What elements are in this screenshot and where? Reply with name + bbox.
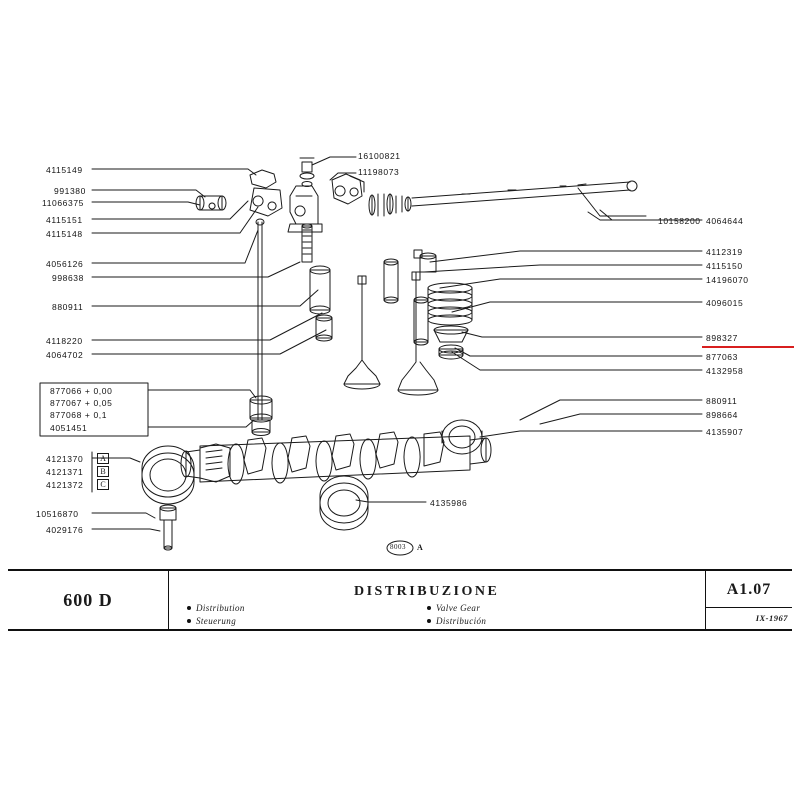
subtitle-steuerung xyxy=(187,616,236,626)
subtitle-distribution-text: Distribution xyxy=(196,603,245,613)
part-label-877063: 877063 xyxy=(706,352,738,362)
part-label-10516870: 10516870 xyxy=(36,509,79,519)
title-block xyxy=(8,569,792,631)
part-label-877067: 877067 + 0,05 xyxy=(50,398,113,408)
plate-code: A1.07 xyxy=(726,581,772,598)
part-label-4135907: 4135907 xyxy=(706,427,744,437)
part-label-898327: 898327 xyxy=(706,333,738,343)
part-label-4121370: 4121370 xyxy=(46,454,84,464)
part-label-4064702: 4064702 xyxy=(46,350,84,360)
part-label-998638: 998638 xyxy=(52,273,84,283)
part-label-880911-right: 880911 xyxy=(706,396,738,406)
part-label-4115151: 4115151 xyxy=(46,215,83,225)
figure-badge-number: 8003 xyxy=(390,543,406,551)
subtitle-steuerung-text: Steuerung xyxy=(196,616,237,626)
variant-letter-c: C xyxy=(97,479,109,490)
subtitle-distribucion-text: Distribución xyxy=(436,616,487,626)
part-label-4064644: 4064644 xyxy=(706,216,744,226)
part-label-10158200: 10158200 xyxy=(658,216,701,226)
part-label-4112319: 4112319 xyxy=(706,247,743,257)
part-label-14196070: 14196070 xyxy=(706,275,749,285)
plate-date: IX-1967 xyxy=(755,613,788,623)
plate-title: DISTRIBUZIONE xyxy=(354,584,500,599)
part-label-898664: 898664 xyxy=(706,410,738,420)
title-center xyxy=(169,571,705,629)
part-label-4115148: 4115148 xyxy=(46,229,83,239)
part-label-11066375: 11066375 xyxy=(42,198,84,208)
part-label-16100821: 16100821 xyxy=(358,151,401,161)
subtitle-distribucion xyxy=(427,616,486,626)
part-label-4051451: 4051451 xyxy=(50,423,88,433)
part-label-877066: 877066 + 0,00 xyxy=(50,386,113,396)
part-label-4115150: 4115150 xyxy=(706,261,743,271)
part-label-4056126: 4056126 xyxy=(46,259,84,269)
part-label-4132958: 4132958 xyxy=(706,366,744,376)
model-designation: 600 D xyxy=(63,589,113,610)
subtitle-distribution xyxy=(187,603,245,613)
part-label-991380: 991380 xyxy=(54,186,86,196)
plate-code-divider xyxy=(706,607,792,608)
plate-code-block xyxy=(706,571,792,629)
part-label-4121372: 4121372 xyxy=(46,480,84,490)
part-label-4029176: 4029176 xyxy=(46,525,84,535)
part-label-877068: 877068 + 0,1 xyxy=(50,410,108,420)
figure-note-letter: A xyxy=(417,543,423,552)
variant-letter-b: B xyxy=(97,466,109,477)
part-label-4135986: 4135986 xyxy=(430,498,468,508)
subtitle-valve-gear xyxy=(427,603,480,613)
highlight-underline-898327 xyxy=(702,346,794,348)
part-label-11198073: 11198073 xyxy=(358,167,400,177)
part-label-4121371: 4121371 xyxy=(46,467,84,477)
part-label-4118220: 4118220 xyxy=(46,336,83,346)
part-label-880911-left: 880911 xyxy=(52,302,84,312)
variant-letter-a: A xyxy=(97,453,109,464)
subtitle-valve-gear-text: Valve Gear xyxy=(436,603,481,613)
part-label-4096015: 4096015 xyxy=(706,298,744,308)
part-label-4115149: 4115149 xyxy=(46,165,83,175)
